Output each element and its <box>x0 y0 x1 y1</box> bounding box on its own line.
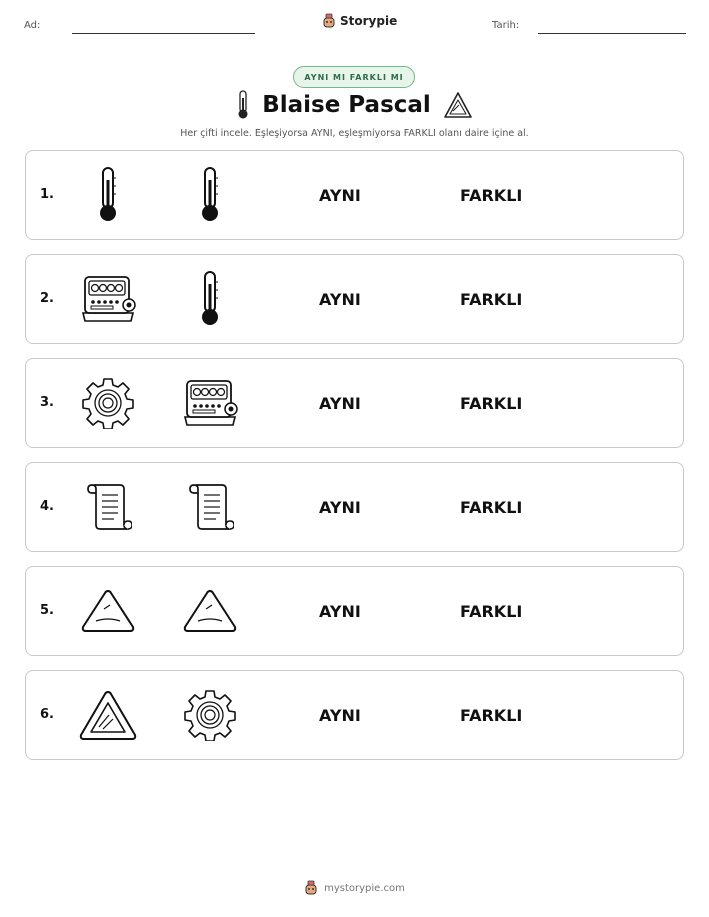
option-different[interactable]: FARKLI <box>460 290 523 309</box>
thermometer-icon <box>180 165 240 225</box>
option-same[interactable]: AYNI <box>319 290 361 309</box>
exercise-row <box>25 254 684 344</box>
footer-url: mystorypie.com <box>324 882 405 894</box>
exercise-row <box>25 670 684 760</box>
storypie-mascot-icon <box>304 880 318 896</box>
triangle-icon <box>78 581 138 641</box>
exercise-row <box>25 358 684 448</box>
exercise-row <box>25 462 684 552</box>
brand-logo <box>322 13 397 29</box>
option-different[interactable]: FARKLI <box>460 498 523 517</box>
option-different[interactable]: FARKLI <box>460 706 523 725</box>
calculator-machine-icon <box>180 373 240 433</box>
instruction-text: Her çifti incele. Eşleşiyorsa AYNI, eşleşmiyorsa FARKLI olanı daire içine al. <box>180 128 529 139</box>
footer <box>0 880 709 896</box>
row-number: 4. <box>40 499 54 514</box>
brand-name: Storypie <box>340 14 398 28</box>
calculator-machine-icon <box>78 269 138 329</box>
activity-badge: AYNI MI FARKLI MI <box>293 66 415 88</box>
gear-icon <box>180 685 240 745</box>
storypie-mascot-icon <box>322 13 336 29</box>
gear-icon <box>78 373 138 433</box>
warning-triangle-icon <box>78 685 138 745</box>
triangle-icon <box>443 91 473 119</box>
option-same[interactable]: AYNI <box>319 602 361 621</box>
scroll-icon <box>78 477 138 537</box>
date-field[interactable] <box>538 33 686 34</box>
scroll-icon <box>180 477 240 537</box>
thermometer-icon <box>78 165 138 225</box>
exercise-row <box>25 150 684 240</box>
name-label: Ad: <box>24 20 41 31</box>
triangle-icon <box>180 581 240 641</box>
option-different[interactable]: FARKLI <box>460 186 523 205</box>
row-number: 5. <box>40 603 54 618</box>
page-title: Blaise Pascal <box>262 92 431 118</box>
option-different[interactable]: FARKLI <box>460 394 523 413</box>
date-label: Tarih: <box>492 20 520 31</box>
option-same[interactable]: AYNI <box>319 394 361 413</box>
option-same[interactable]: AYNI <box>319 706 361 725</box>
exercise-row <box>25 566 684 656</box>
option-same[interactable]: AYNI <box>319 186 361 205</box>
option-same[interactable]: AYNI <box>319 498 361 517</box>
thermometer-icon <box>180 269 240 329</box>
option-different[interactable]: FARKLI <box>460 602 523 621</box>
name-field[interactable] <box>72 33 255 34</box>
row-number: 1. <box>40 187 54 202</box>
row-number: 3. <box>40 395 54 410</box>
thermometer-icon <box>236 90 250 120</box>
row-number: 2. <box>40 291 54 306</box>
title-row <box>0 90 709 120</box>
row-number: 6. <box>40 707 54 722</box>
